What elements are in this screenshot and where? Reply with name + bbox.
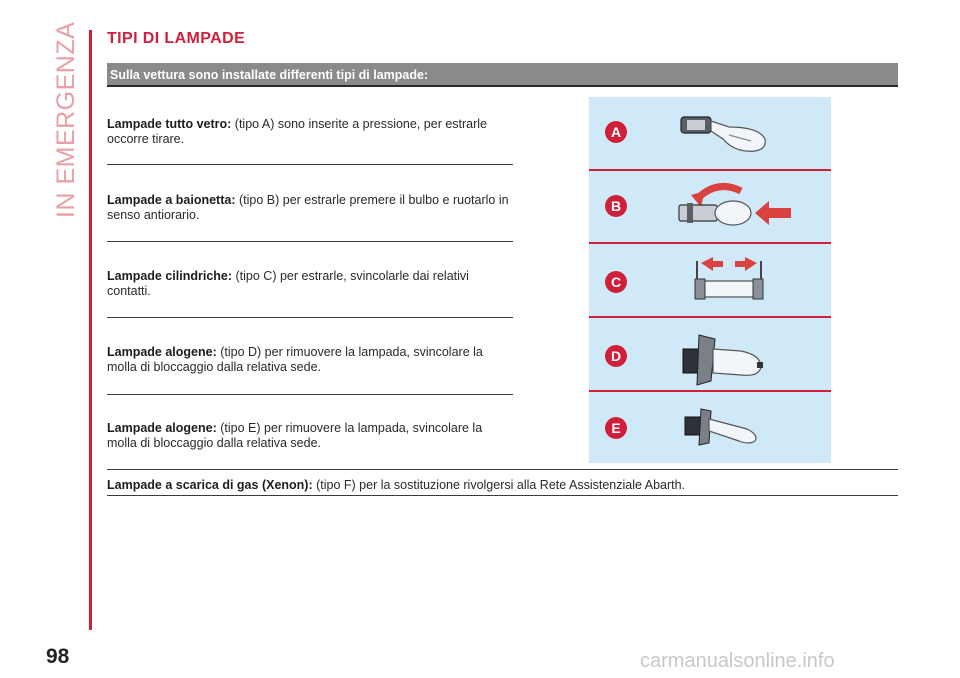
label-d: D: [605, 345, 627, 367]
item-title: Lampade a scarica di gas (Xenon):: [107, 478, 313, 492]
label-a: A: [605, 121, 627, 143]
festoon-bulb-icon: [693, 257, 769, 307]
item-type-f: [107, 478, 685, 492]
page-heading: TIPI DI LAMPADE: [107, 30, 246, 47]
separator-full: [107, 469, 898, 470]
label-c: C: [605, 271, 627, 293]
item-type-d: [107, 345, 515, 375]
lamp-illustration-panel: [589, 97, 831, 463]
item-type-b: [107, 193, 515, 223]
item-type-a: [107, 117, 515, 147]
separator: [107, 241, 513, 242]
item-text: (tipo D) per rimuovere la lampada, svincolare la molla di bloccaggio dalla relativa sede.: [107, 345, 483, 374]
side-accent-line: [89, 30, 92, 630]
item-title: Lampade alogene:: [107, 421, 217, 435]
panel-separator: [589, 242, 831, 244]
separator-full: [107, 495, 898, 496]
page-number: 98: [46, 645, 70, 668]
panel-separator: [589, 390, 831, 392]
panel-separator: [589, 169, 831, 171]
separator: [107, 164, 513, 165]
item-title: Lampade tutto vetro:: [107, 117, 232, 131]
halogen-h4-bulb-icon: [679, 329, 769, 389]
watermark: carmanualsonline.info: [640, 650, 835, 672]
separator: [107, 317, 513, 318]
item-title: Lampade a baionetta:: [107, 193, 236, 207]
section-side-title: IN EMERGENZA: [52, 21, 80, 218]
item-text: (tipo B) per estrarle premere il bulbo e ruotarlo in senso antiorario.: [107, 193, 509, 222]
separator: [107, 394, 513, 395]
label-b: B: [605, 195, 627, 217]
item-text: (tipo A) sono inserite a pressione, per estrarle occorre tirare.: [107, 117, 488, 146]
bayonet-bulb-icon: [677, 177, 797, 239]
item-type-e: [107, 421, 515, 451]
label-e: E: [605, 417, 627, 439]
item-title: Lampade alogene:: [107, 345, 217, 359]
item-text: (tipo C) per estrarle, svincolarle dai relativi contatti.: [107, 269, 469, 298]
wedge-bulb-icon: [679, 109, 779, 157]
panel-separator: [589, 316, 831, 318]
item-text: (tipo F) per la sostituzione rivolgersi alla Rete Assistenziale Abarth.: [316, 478, 686, 492]
intro-bar: Sulla vettura sono installate differenti tipi di lampade:: [107, 63, 898, 87]
item-type-c: [107, 269, 515, 299]
item-text: (tipo E) per rimuovere la lampada, svincolare la molla di bloccaggio dalla relativa sede.: [107, 421, 483, 450]
halogen-h7-bulb-icon: [681, 403, 771, 453]
item-title: Lampade cilindriche:: [107, 269, 233, 283]
